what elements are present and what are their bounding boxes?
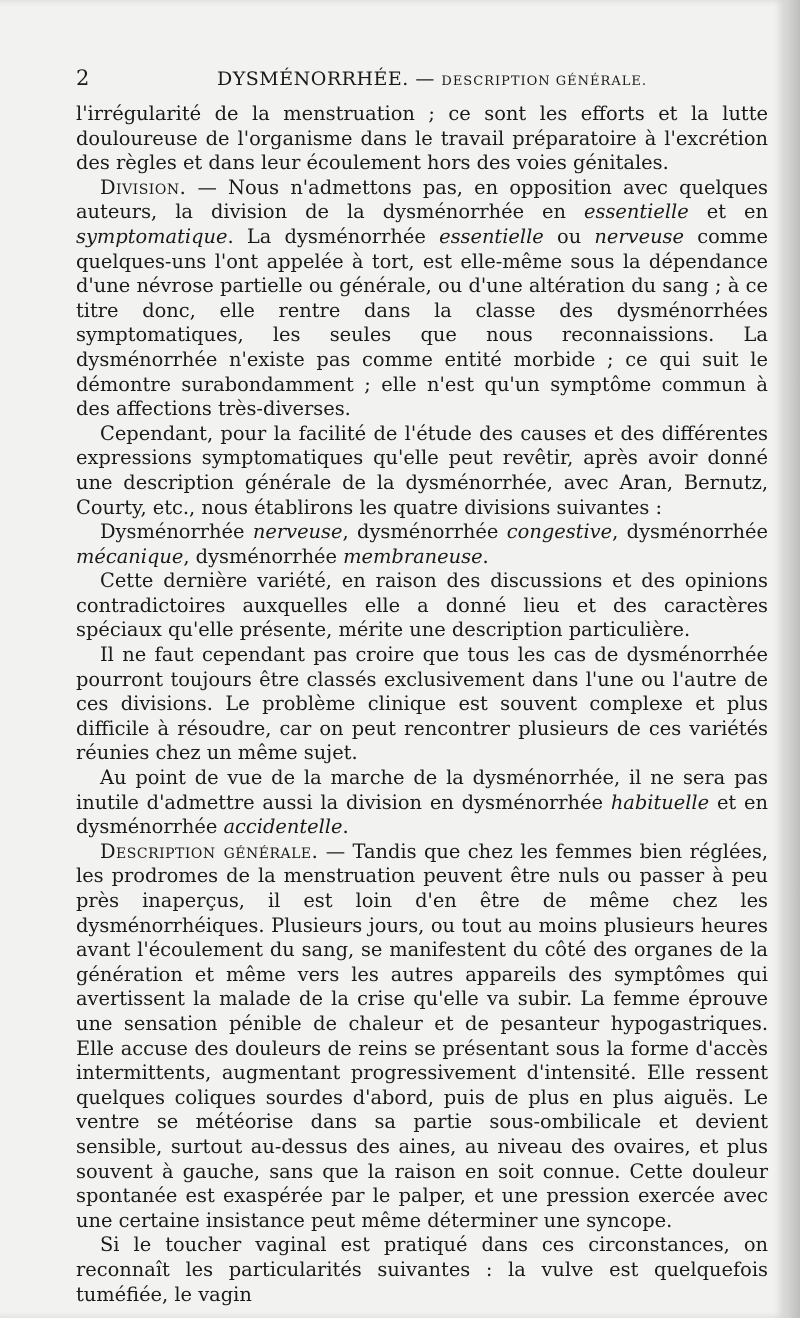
paragraph-9: Si le toucher vaginal est pratiqué dans ces circonstances, on reconnaît les particularités suivantes : la vulve est quelquefois tuméfiée, le vagin bbox=[76, 1233, 768, 1306]
paragraph-5: Cette dernière variété, en raison des discussions et des opinions contradictoires auxquelles elle a donné lieu et des caractères spéciaux qu'elle présente, mérite une description particulière. bbox=[76, 569, 768, 642]
italic-term: accidentelle bbox=[223, 815, 343, 839]
italic-term: essentielle bbox=[584, 200, 689, 224]
text-run: comme quelques-uns l'ont appelée à tort, est elle-même sous la dépendance d'une névrose partielle ou générale, ou d'une altération du sang ; à ce titre donc, elle rentre dans la classe des dysménorrhées symptomatiques, les seules que nous reconnaissions. La dysménorrhée n'existe pas comme entité morbide ; ce qui suit le démontre surabondamment ; elle n'est qu'un symptôme commun à des affections très-diverses. bbox=[76, 224, 768, 421]
running-title-main: DYSMÉNORRHÉE. — bbox=[217, 68, 435, 90]
paragraph-description bbox=[76, 840, 768, 1234]
text-run: , dysménorrhée bbox=[183, 544, 344, 568]
text-run: et en dysménorrhée bbox=[76, 790, 769, 839]
text-run: , dysménorrhée bbox=[342, 520, 507, 544]
text-run: ou bbox=[543, 224, 595, 248]
page-edge-shadow bbox=[786, 0, 800, 1318]
page-number: 2 bbox=[76, 66, 90, 90]
italic-term: membraneuse bbox=[343, 544, 483, 568]
running-title bbox=[136, 65, 768, 96]
italic-term: nerveuse bbox=[594, 224, 684, 248]
text-run: et en bbox=[688, 200, 768, 224]
italic-term: essentielle bbox=[439, 224, 544, 248]
text-run: — Tandis que chez les femmes bien réglées, les prodromes de la menstruation peuvent être nuls ou passer à peu près inaperçus, il est loin d'en être de même chez les dysménorrhéiques. Plusieurs jours, ou tout au moins plusieurs heures avant l'écoulement du sang, se manifestent du côté des organes de la génération et même vers les autres appareils des symptômes qui avertissent la malade de la crise qu'elle va subir. La femme éprouve une sensation pénible de chaleur et de pesanteur hypogastriques. Elle accuse des douleurs de reins se présentant sous la forme d'accès intermittents, augmentant progressivement d'intensité. Elle ressent quelques coliques sourdes d'abord, puis de plus en plus aiguës. Le ventre se météorise dans sa partie sous-ombilicale et devient sensible, surtout au-dessus des aines, au niveau des ovaires, et plus souvent à gauche, sans que la raison en soit connue. Cette douleur spontanée est exaspérée par le palper, et une pression exercée avec une certaine insistance peut même déterminer une syncope. bbox=[76, 839, 769, 1232]
running-title-sub: DESCRIPTION GÉNÉRALE. bbox=[441, 74, 647, 89]
running-header bbox=[76, 64, 768, 96]
italic-term: mécanique bbox=[76, 544, 184, 568]
section-lead-division: Division. bbox=[100, 175, 187, 199]
paragraph-division bbox=[76, 176, 768, 422]
text-run: . bbox=[482, 544, 489, 568]
text-run: Dysménorrhée bbox=[100, 520, 253, 544]
section-lead-description: Description générale. bbox=[100, 839, 319, 863]
paragraph-3: Cependant, pour la facilité de l'étude des causes et des différentes expressions symptomatiques qu'elle peut revêtir, après avoir donné une description générale de la dysménorrhée, avec Aran, Bernutz, Courty, etc., nous établirons les quatre divisions suivantes : bbox=[76, 421, 768, 519]
paragraph-divisions-list bbox=[76, 520, 768, 569]
page-text bbox=[76, 64, 768, 1307]
text-run: . La dysménorrhée bbox=[227, 224, 440, 248]
italic-term: habituelle bbox=[610, 790, 710, 814]
paragraph-1: l'irrégularité de la menstruation ; ce sont les efforts et la lutte douloureuse de l'organisme dans le travail préparatoire à l'excrétion des règles et dans leur écoulement hors des voies génitales. bbox=[76, 102, 768, 175]
italic-term: nerveuse bbox=[252, 520, 343, 544]
italic-term: symptomatique bbox=[76, 224, 228, 248]
text-run: , dysménorrhée bbox=[612, 520, 768, 544]
text-run: — Nous n'admettons pas, en opposition avec quelques auteurs, la division de la dysménorrhée en bbox=[76, 175, 768, 224]
text-run: . bbox=[342, 815, 349, 839]
paragraph-7 bbox=[76, 766, 768, 840]
paragraph-6: Il ne faut cependant pas croire que tous les cas de dysménorrhée pourront toujours être classés exclusivement dans l'une ou l'autre de ces divisions. Le problème clinique est souvent complexe et plus difficile à résoudre, car on peut rencontrer plusieurs de ces variétés réunies chez un même sujet. bbox=[76, 643, 768, 765]
text-run: Au point de vue de la marche de la dysménorrhée, il ne sera pas inutile d'admettre aussi la division en dysménorrhée bbox=[76, 766, 768, 814]
italic-term: congestive bbox=[506, 520, 613, 544]
